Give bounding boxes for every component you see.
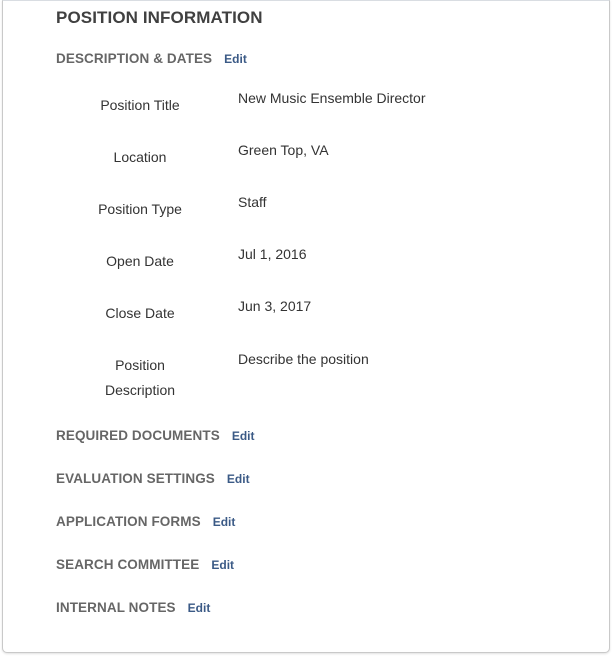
edit-search-committee-link[interactable]: Edit <box>211 558 235 572</box>
field-label-position-description: Position Description <box>104 357 176 398</box>
field-label-open-date: Open Date <box>106 253 174 269</box>
panel-title: POSITION INFORMATION <box>56 8 263 27</box>
field-value-position-type: Staff <box>238 194 267 210</box>
field-label-close-date: Close Date <box>105 305 175 321</box>
section-evaluation-settings <box>56 471 250 486</box>
field-value-open-date: Jul 1, 2016 <box>238 246 307 262</box>
section-description-dates <box>56 51 247 66</box>
section-title-required-documents: REQUIRED DOCUMENTS <box>56 428 220 443</box>
position-information-panel <box>2 0 610 653</box>
edit-description-dates-link[interactable]: Edit <box>224 52 247 66</box>
section-title-description-dates: DESCRIPTION & DATES <box>56 51 213 66</box>
edit-evaluation-settings-link[interactable]: Edit <box>226 472 250 486</box>
field-label-position-type: Position Type <box>98 201 182 217</box>
section-title-evaluation-settings: EVALUATION SETTINGS <box>56 471 215 486</box>
edit-internal-notes-link[interactable]: Edit <box>187 601 211 615</box>
field-value-location: Green Top, VA <box>238 142 329 158</box>
section-application-forms <box>56 514 235 529</box>
section-required-documents <box>56 428 254 443</box>
section-title-search-committee: SEARCH COMMITTEE <box>56 557 200 572</box>
field-value-position-description: Describe the position <box>238 351 369 367</box>
field-label-position-title: Position Title <box>100 97 180 113</box>
edit-application-forms-link[interactable]: Edit <box>212 515 236 529</box>
field-label-location: Location <box>113 149 167 165</box>
field-value-position-title: New Music Ensemble Director <box>238 90 426 106</box>
section-title-application-forms: APPLICATION FORMS <box>56 514 201 529</box>
section-internal-notes <box>56 600 210 615</box>
section-search-committee <box>56 557 234 572</box>
edit-required-documents-link[interactable]: Edit <box>231 429 255 443</box>
field-value-close-date: Jun 3, 2017 <box>238 298 312 314</box>
section-title-internal-notes: INTERNAL NOTES <box>56 600 176 615</box>
